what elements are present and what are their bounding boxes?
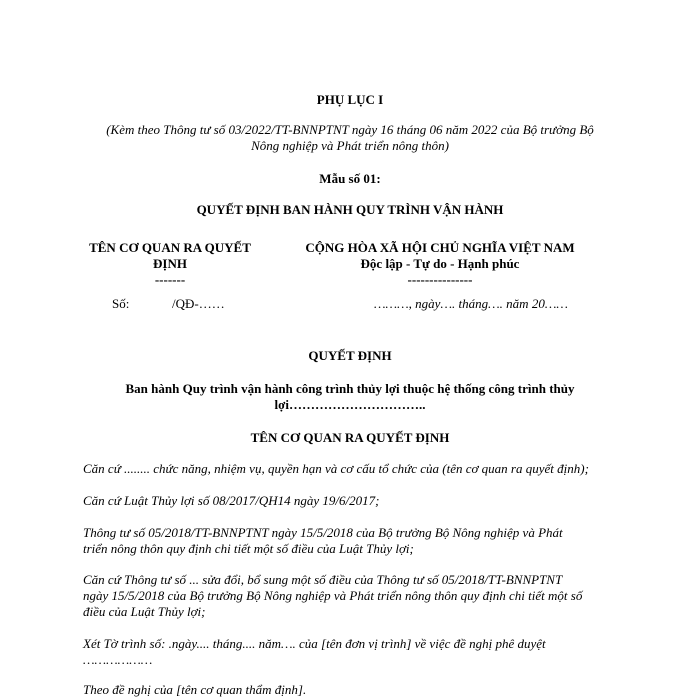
decision-number-suffix: /QĐ-……	[172, 296, 225, 311]
basis-item: Thông tư số 05/2018/TT-BNNPTNT ngày 15/5/2018 của Bộ trưởng Bộ Nông nghiệp và Phát triển nông thôn quy định chi tiết một số điều của Luật Thủy lợi;	[83, 525, 563, 556]
form-heading: QUYẾT ĐỊNH BAN HÀNH QUY TRÌNH VẬN HÀNH	[196, 202, 504, 217]
agency-name-line2: ĐỊNH	[153, 256, 187, 271]
date-line: ………, ngày…. tháng…. năm 20……	[374, 296, 568, 311]
appendix-title: PHỤ LỤC I	[316, 92, 384, 107]
appendix-note-line2: Nông nghiệp và Phát triển nông thôn)	[251, 138, 449, 153]
issuing-agency: TÊN CƠ QUAN RA QUYẾT ĐỊNH	[250, 430, 450, 445]
basis-item: Xét Tờ trình số: .ngày.... tháng.... năm…. của [tên đơn vị trình] về việc đề nghị phê duyệt ………………	[83, 636, 546, 667]
basis-item: Căn cứ ........ chức năng, nhiệm vụ, quyền hạn và cơ cấu tổ chức của (tên cơ quan ra quyết định);	[83, 461, 589, 476]
decision-subject-line1: Ban hành Quy trình vận hành công trình thủy lợi thuộc hệ thống công trình thủy	[125, 381, 575, 396]
decision-number-label: Số:	[112, 296, 130, 311]
nation-name: CỘNG HÒA XÃ HỘI CHỦ NGHĨA VIỆT NAM	[305, 240, 575, 255]
basis-item: Căn cứ Luật Thủy lợi số 08/2017/QH14 ngày 19/6/2017;	[83, 493, 380, 508]
agency-separator: -------	[154, 272, 186, 287]
basis-item: Căn cứ Thông tư số ... sửa đổi, bổ sung một số điều của Thông tư số 05/2018/TT-BNNPTNT ngày 15/5/2018 của Bộ trưởng Bộ Nông nghiệp và Phát triển nông thôn quy định chi tiết một số điều của Luật Thủy lợi;	[83, 572, 583, 619]
national-motto: Độc lập - Tự do - Hạnh phúc	[360, 256, 520, 271]
appendix-note-line1: (Kèm theo Thông tư số 03/2022/TT-BNNPTNT ngày 16 tháng 06 năm 2022 của Bộ trưởng Bộ	[106, 122, 594, 137]
basis-item: Theo đề nghị của [tên cơ quan thẩm định].	[83, 682, 307, 697]
motto-separator: ---------------	[407, 272, 473, 287]
form-number: Mẫu số 01:	[319, 171, 381, 186]
decision-subject-line2: lợi…………………………..	[274, 397, 426, 412]
agency-name-line1: TÊN CƠ QUAN RA QUYẾT	[89, 240, 251, 255]
decision-title: QUYẾT ĐỊNH	[308, 348, 392, 363]
